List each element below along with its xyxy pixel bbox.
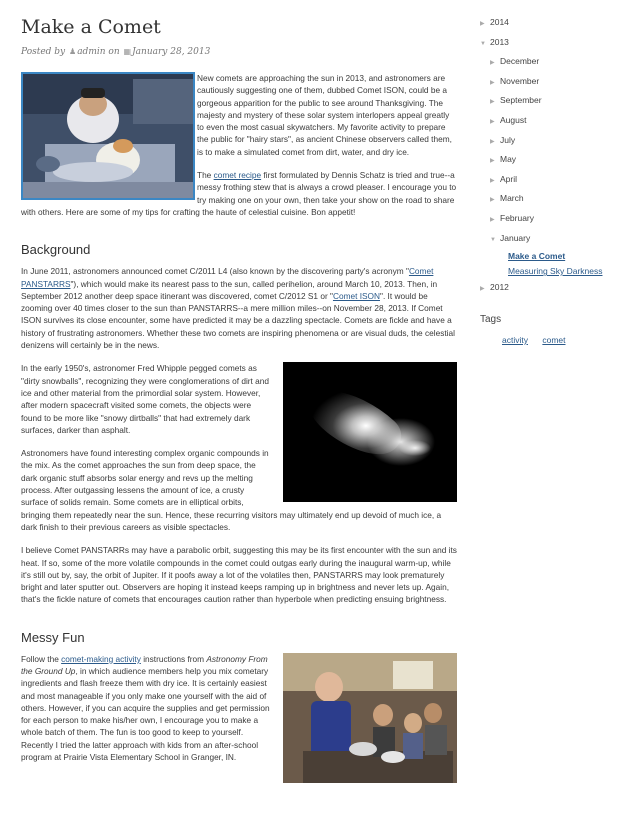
comet-panstarrs-link[interactable]: Comet PANSTARRS <box>21 266 434 289</box>
archive-month-may[interactable] <box>490 151 620 171</box>
january-posts <box>490 249 620 279</box>
triangle-right-icon: ▶ <box>490 118 495 125</box>
archive-month-august[interactable] <box>490 112 620 132</box>
post-body <box>21 72 457 763</box>
triangle-right-icon: ▶ <box>490 158 495 165</box>
archive-month-march[interactable] <box>490 190 620 210</box>
post-title: Make a Comet <box>21 16 161 38</box>
archive-year-label: 2014 <box>490 17 509 27</box>
bg-p1-text-a: In June 2011, astronomers announced comet C/2011 L4 (also known by the discovering party's acronym " <box>21 266 409 277</box>
messy-fun-heading: Messy Fun <box>21 629 85 645</box>
archive-month-november[interactable] <box>490 73 620 93</box>
month-label: November <box>500 75 540 86</box>
tags-heading: Tags <box>480 313 502 325</box>
triangle-right-icon: ▶ <box>490 197 495 204</box>
calendar-icon: ▦ <box>123 47 132 56</box>
month-label: January <box>500 232 531 243</box>
main-content <box>21 14 457 789</box>
sidebar-post-make-a-comet[interactable]: Make a Comet <box>508 251 566 262</box>
triangle-right-icon: ▶ <box>490 79 495 86</box>
archive-year-label: 2012 <box>490 282 509 293</box>
tag-list <box>480 335 620 345</box>
triangle-right-icon: ▶ <box>490 138 495 145</box>
classroom-illustration <box>283 653 457 783</box>
archive-month-february[interactable] <box>490 210 620 230</box>
tag-comet[interactable]: comet <box>542 334 566 345</box>
sidebar <box>480 14 620 345</box>
month-label: February <box>500 212 535 223</box>
comet-recipe-link[interactable]: comet recipe <box>213 170 262 181</box>
archive-year-2014[interactable] <box>480 14 620 34</box>
month-label: September <box>500 95 542 106</box>
triangle-right-icon: ▶ <box>490 216 495 223</box>
background-paragraph-2: In the early 1950's, astronomer Fred Whipple pegged comets as "dirty snowballs", recognizing they were conglomerations of dirt and ice and other material from the primordial solar system. However, after modern spacecraft visited some comets, the objects were found to be more like "snowy dirtballs" that had extremely dark surfaces, darker than asphalt. <box>21 363 270 435</box>
comet-nucleus-photo[interactable] <box>283 362 457 502</box>
archive-month-december[interactable] <box>490 53 620 73</box>
messy-p1-text-c: , in which audience members help you mix cometary ingredients and flash freeze them with dry ice. It is certainly easiest and most manageable if you only make one yourself with the aid of others. However, if you can acquire the supplies and get permission for each person to make his/her own, I encourage you to make a whole batch of them. The fun is too good to keep to yourself. Recently I tried the latter approach with kids from an after-school program at Prairie Vista Elementary School in Granger, IN. <box>21 665 270 763</box>
user-icon: ♟ <box>69 47 77 56</box>
archive-year-2012[interactable] <box>480 279 620 299</box>
background-heading: Background <box>21 242 91 258</box>
background-paragraph-1 <box>21 265 457 351</box>
archive-month-september[interactable] <box>490 92 620 112</box>
author-link[interactable]: admin <box>77 47 106 57</box>
background-paragraph-3: Astronomers have found interesting complex organic compounds in the mix. As the comet approaches the sun from deep space, the dark organic stuff absorbs solar energy and revs up the melting process. After outgassing lessens the amount of ice, a crusty surface of solids remain. Some comets are in elliptical orbits, bringing them repeatedly near the sun. Hence, these recurring visitors may ultimately end up devoid of much ice, a dark finish to their previous careers as visible spectacles. <box>21 448 442 532</box>
triangle-right-icon: ▶ <box>490 177 495 184</box>
posted-by-label: Posted by <box>21 47 66 57</box>
month-label: April <box>500 173 518 184</box>
archive-month-july[interactable] <box>490 132 620 152</box>
messy-p1-text-b: instructions from <box>140 653 207 664</box>
intro-paragraph-1: New comets are approaching the sun in 2013, and astronomers are cautiously suggesting one of them, dubbed Comet ISON, could be a gorgeous apparition for the public to see around Thanksgiving. The majesty and mystery of these solar system interlopers appeal greatly to even the most casual skywatchers. My favorite activity to prepare the public for "hairy stars", as ancient Chinese observers called them, is to make a simulated comet from dirt, water, and dry ice. <box>197 73 452 157</box>
tag-activity[interactable]: activity <box>502 334 528 345</box>
on-label: on <box>108 47 120 57</box>
month-label: December <box>500 56 540 67</box>
comet-making-activity-link[interactable]: comet-making activity <box>61 653 141 664</box>
archive-year-label: 2013 <box>490 36 509 47</box>
archive-months-2013 <box>480 53 620 279</box>
date-link[interactable]: January 28, 2013 <box>132 47 211 57</box>
month-label: March <box>500 193 524 204</box>
classroom-photo[interactable] <box>283 653 457 783</box>
intro-p2-text-a: The <box>197 170 214 181</box>
photo-illustration <box>23 74 193 198</box>
messy-p1-text-a: Follow the <box>21 653 62 664</box>
comet-nucleus-illustration <box>283 362 457 502</box>
triangle-down-icon: ▼ <box>480 40 486 47</box>
month-label: May <box>500 154 517 165</box>
triangle-right-icon: ▶ <box>490 60 495 67</box>
comet-making-photo[interactable] <box>21 72 195 200</box>
triangle-right-icon: ▶ <box>490 99 495 106</box>
bg-p1-text-c: ". It would be zooming over 40 times closer to the sun than PANSTARRS--a mere million miles--on November 28, 2013. If Comet ISON survives its close encounter, some have predicted it may be a dazzling spectacle. Comets are fickle and have a history of frustrating astronomers. Whether these two comets are inspiring phenomena or are visual duds, the celestial denizens will certainly be in the news. <box>21 290 455 351</box>
triangle-right-icon: ▶ <box>480 286 485 293</box>
background-paragraph-4: I believe Comet PANSTARRs may have a parabolic orbit, suggesting this may be its first encounter with the sun and its heat. If so, some of the more volatile compounds in the comet could outgas early during the inaugural warm-up, while it's still out by, say, the orbit of Jupiter. If it poofs away a lot of the volatiles then, PANSTARRS may look prematurely bright and later sputter out. Observers are hoping it instead keeps ramping up in brightness and never lets up. Again, that's the fickle nature of comets that encourages caution rather than hyperbole when predicting ensuing brightness. <box>21 545 457 605</box>
archive-month-april[interactable] <box>490 171 620 191</box>
triangle-right-icon: ▶ <box>480 21 485 27</box>
month-label: August <box>500 114 527 125</box>
archive-month-january[interactable] <box>490 230 620 250</box>
post-meta <box>21 46 457 58</box>
intro-p2-text-b: first formulated by Dennis Schatz is tried and true--a messy frothing stew that is always a crowd pleaser. I encourage you to try making one on your own, then take your show on the road to share with others. Here are some of my tips for crafting the haute of celestial cuisine. Bon appetit! <box>21 170 457 217</box>
bg-p1-text-b: "), which would make its nearest pass to the sun, called perihelion, around March 10, 2013. Then, in September 2012 another deep space itinerant was discovered, comet C/2012 S1 or " <box>21 278 438 301</box>
month-label: July <box>500 134 516 145</box>
archive-year-2013[interactable] <box>480 34 620 54</box>
sidebar-post-measuring-sky-darkness[interactable]: Measuring Sky Darkness <box>508 266 603 277</box>
triangle-down-icon: ▼ <box>490 236 496 243</box>
book-title: Astronomy From the Ground Up <box>21 653 268 676</box>
comet-ison-link[interactable]: Comet ISON <box>332 290 380 301</box>
